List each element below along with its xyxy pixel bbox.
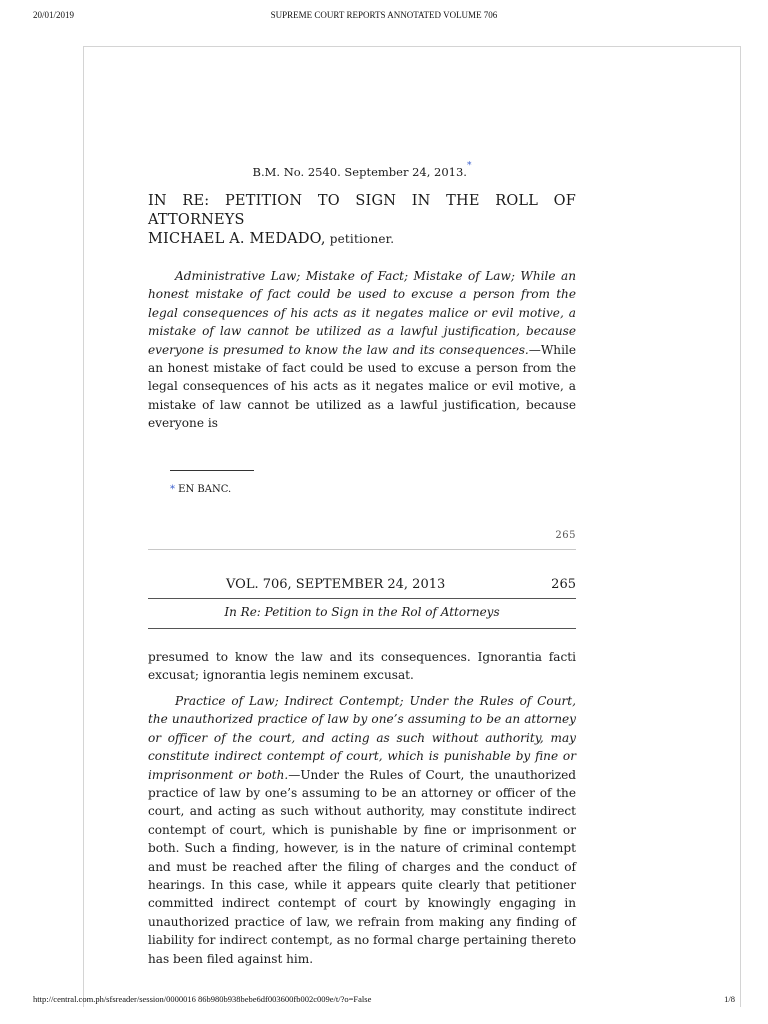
syllabus-paragraph-1 [148, 267, 576, 433]
print-page-count: 1/8 [724, 994, 735, 1004]
syllabus-2-text: —Under the Rules of Court, the unauthorized practice of law by one’s assuming to be an attorney or officer of the court, and acting as such without authority, may constitute indirect contempt of court, which is punishable by fine or imprisonment or both. Such a finding, however, is in the nature of criminal contempt and must be reached after the filing of charges and the conduct of hearings. In this case, while it appears quite clearly that petitioner committed indirect contempt of court by knowingly engaging in unauthorized practice of law, we refrain from making any finding of liability for indirect contempt, as no formal charge pertaining thereto has been filed against him. [148, 767, 576, 966]
case-number-text: B.M. No. 2540. September 24, 2013. [252, 164, 467, 179]
syllabus-paragraph-2 [148, 692, 576, 968]
footnote-mark: * [170, 484, 175, 495]
page-separator [148, 549, 576, 550]
caption-line-1: IN RE: PETITION TO SIGN IN THE ROLL OF [148, 193, 576, 209]
print-title: SUPREME COURT REPORTS ANNOTATED VOLUME 706 [270, 10, 498, 20]
petitioner-role: petitioner. [325, 232, 395, 246]
print-header [0, 0, 768, 24]
footnote-link[interactable]: * [466, 161, 472, 171]
continuation-paragraph: presumed to know the law and its consequences. Ignorantia facti excusat; ignorantia legis neminem excusat. [148, 650, 576, 683]
page-number-header: 265 [551, 577, 576, 592]
footnote-rule [170, 470, 254, 471]
syllabus-1-italic: Administrative Law; Mistake of Fact; Mistake of Law; While an honest mistake of fact could be used to excuse a person from the legal consequences of his acts as it negates malice or evil motive, a mistake of law cannot be utilized as a lawful justification, because everyone is presumed to know the law and its consequences. [148, 269, 576, 357]
syllabus-1-text: —While an honest mistake of fact could be used to excuse a person from the legal consequences of his acts as it negates malice or evil motive, a mistake of law cannot be utilized as a lawful justification, because everyone is [148, 342, 576, 431]
caption-line-2: ATTORNEYS [148, 212, 245, 228]
footnote-text: EN BANC. [175, 484, 232, 495]
petitioner-name: MICHAEL A. MEDADO, [148, 231, 326, 247]
case-caption [148, 192, 576, 249]
petitioner-line [148, 231, 394, 247]
syllabus-2-italic: Practice of Law; Indirect Contempt; Under the Rules of Court, the unauthorized practice of law by one’s assuming to be an attorney or officer of the court, and acting as such without authority, may constitute indirect contempt of court, which is punishable by fine or imprisonment or both. [148, 694, 576, 782]
header-rule-bottom [148, 628, 576, 629]
header-rule-top [148, 598, 576, 599]
running-title: In Re: Petition to Sign in the Rol of Attorneys [224, 605, 500, 619]
footnote [170, 484, 231, 495]
print-date: 20/01/2019 [33, 10, 75, 20]
print-url: http://central.com.ph/sfsreader/session/0000016 86b980b938bebe6df003600fb002c009e/t/?o=False [33, 994, 372, 1004]
volume-info: VOL. 706, SEPTEMBER 24, 2013 [226, 577, 446, 592]
case-number [148, 161, 576, 179]
page-number-footer: 265 [555, 530, 576, 541]
